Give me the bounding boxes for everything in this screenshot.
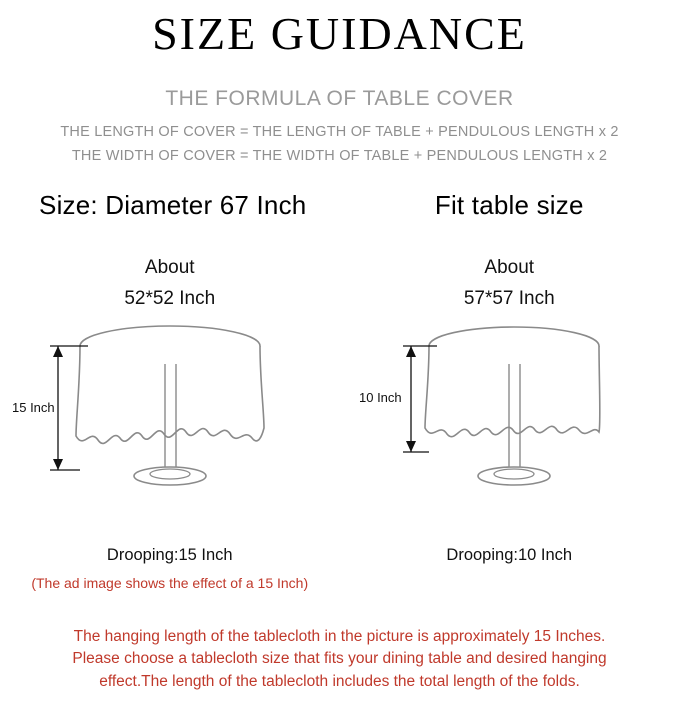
bottom-note-line-2: Please choose a tablecloth size that fits your dining table and desired hanging: [10, 648, 669, 670]
column-heading-left: Size: Diameter 67 Inch: [0, 190, 340, 221]
formula-subtitle: THE FORMULA OF TABLE COVER: [0, 87, 679, 111]
drooping-left: Drooping:15 Inch: [0, 546, 340, 565]
tablecloth-illustration-right: [349, 324, 669, 524]
table-diagram-right: [340, 324, 679, 544]
bottom-note: [0, 626, 679, 693]
dimensions-right: 57*57 Inch: [340, 288, 679, 310]
about-label-left: About: [0, 257, 340, 279]
column-cover-size: [0, 190, 340, 591]
drop-axis-label-right: 10 Inch: [359, 390, 402, 405]
ad-image-note: (The ad image shows the effect of a 15 Inch): [0, 575, 340, 591]
tablecloth-illustration-left: [10, 324, 330, 524]
drooping-right: Drooping:10 Inch: [340, 546, 679, 565]
size-guidance-infographic: [0, 8, 679, 709]
table-diagram-left: [0, 324, 340, 544]
page-title: SIZE GUIDANCE: [0, 8, 679, 61]
column-heading-right: Fit table size: [340, 190, 679, 221]
comparison-columns: [0, 190, 679, 591]
bottom-note-line-1: The hanging length of the tablecloth in the picture is approximately 15 Inches.: [10, 626, 669, 648]
dimensions-left: 52*52 Inch: [0, 288, 340, 310]
column-fit-table-size: [340, 190, 679, 591]
about-label-right: About: [340, 257, 679, 279]
formula-length: THE LENGTH OF COVER = THE LENGTH OF TABLE + PENDULOUS LENGTH x 2: [0, 124, 679, 140]
bottom-note-line-3: effect.The length of the tablecloth includes the total length of the folds.: [10, 671, 669, 693]
drop-axis-label-left: 15 Inch: [12, 400, 55, 415]
formula-width: THE WIDTH OF COVER = THE WIDTH OF TABLE + PENDULOUS LENGTH x 2: [0, 148, 679, 164]
